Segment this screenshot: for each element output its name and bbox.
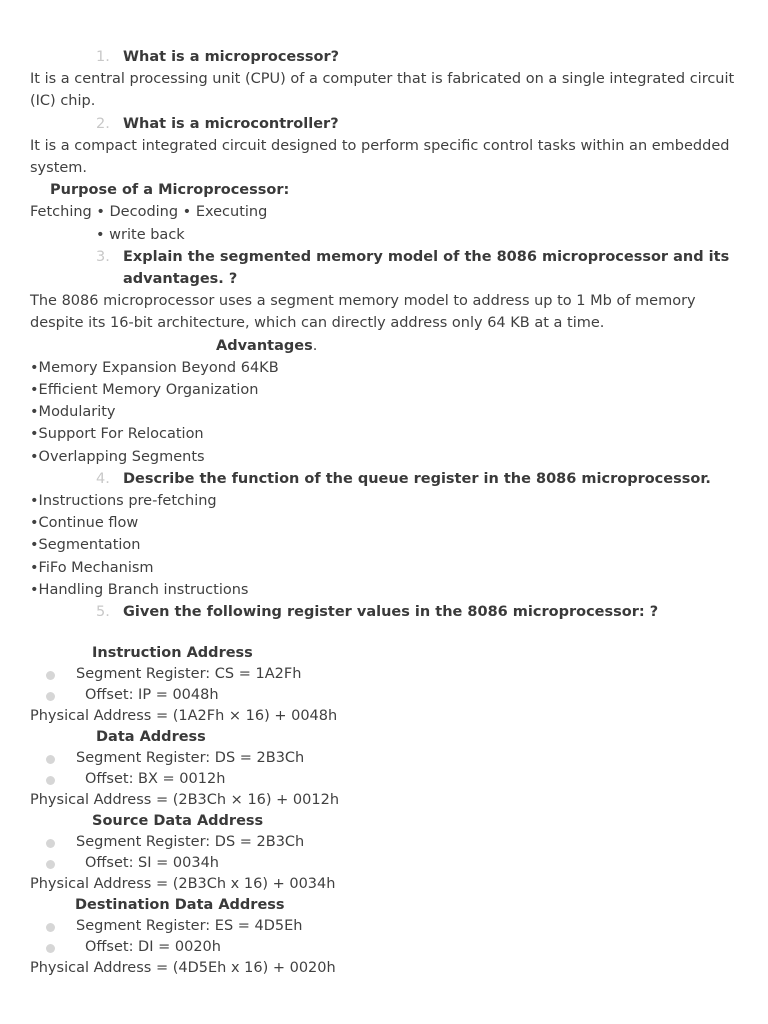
question-number: 1. [96, 49, 110, 65]
advantage-item: •Overlapping Segments [30, 448, 205, 465]
section-heading: Data Address [96, 729, 206, 746]
advantages-heading-period: . [312, 337, 318, 354]
question-title: What is a microcontroller? [123, 115, 339, 132]
offset-row [30, 769, 742, 790]
bullet-dot-icon [46, 692, 55, 701]
purpose-heading: Purpose of a Microprocessor: [50, 182, 290, 199]
question-number: 5. [96, 604, 110, 621]
section-heading: Source Data Address [92, 813, 264, 830]
question-3 [30, 246, 742, 290]
offset-text: Offset: DI = 0020h [85, 939, 221, 956]
bullet-dot-icon [46, 860, 55, 869]
offset-row [30, 853, 742, 874]
segment-register-text: Segment Register: DS = 2B3Ch [76, 834, 305, 851]
question-number: 3. [96, 248, 110, 265]
question-number: 2. [96, 115, 110, 132]
segment-register-text: Segment Register: ES = 4D5Eh [76, 918, 303, 935]
queue-point: •FiFo Mechanism [30, 559, 154, 576]
question-4 [30, 468, 742, 490]
offset-row [30, 685, 742, 706]
bullet-dot-icon [46, 776, 55, 785]
advantage-item: •Support For Relocation [30, 426, 204, 443]
offset-text: Offset: SI = 0034h [85, 855, 219, 872]
question-5 [30, 601, 742, 623]
bullet-dot-icon [46, 839, 55, 848]
offset-text: Offset: IP = 0048h [85, 687, 219, 704]
question-title: What is a microprocessor? [123, 49, 340, 65]
document [30, 46, 742, 979]
bullet-dot-icon [46, 944, 55, 953]
advantage-item: •Memory Expansion Beyond 64KB [30, 359, 279, 376]
question-2 [30, 113, 742, 135]
bullet-dot-icon [46, 755, 55, 764]
segment-register-row [30, 748, 742, 769]
section-heading: Destination Data Address [75, 897, 285, 914]
purpose-line-2: • write back [96, 226, 185, 243]
segment-register-text: Segment Register: DS = 2B3Ch [76, 750, 305, 767]
purpose-line-1: Fetching • Decoding • Executing [30, 204, 268, 221]
segment-register-row [30, 832, 742, 853]
answer-2: It is a compact integrated circuit designed to perform specific control tasks within an embedded system. [30, 137, 730, 177]
answer-3: The 8086 microprocessor uses a segment memory model to address up to 1 Mb of memory despite its 16-bit architecture, which can directly address only 64 KB at a time. [30, 293, 696, 332]
physical-address: Physical Address = (4D5Eh x 16) + 0020h [30, 960, 336, 977]
question-title: Given the following register values in the 8086 microprocessor: ? [123, 604, 659, 621]
advantages-heading [30, 335, 742, 357]
section-heading: Instruction Address [92, 645, 253, 662]
spacer [30, 623, 742, 643]
question-title: Describe the function of the queue register in the 8086 microprocessor. [123, 470, 711, 487]
physical-address: Physical Address = (2B3Ch x 16) + 0034h [30, 876, 336, 893]
question-number: 4. [96, 470, 110, 487]
segment-register-row [30, 664, 742, 685]
queue-point: •Segmentation [30, 537, 141, 554]
offset-row [30, 937, 742, 958]
advantage-item: •Efficient Memory Organization [30, 382, 259, 399]
bullet-dot-icon [46, 671, 55, 680]
advantages-heading-text: Advantages [216, 337, 313, 354]
bullet-dot-icon [46, 923, 55, 932]
offset-text: Offset: BX = 0012h [85, 771, 226, 788]
segment-register-row [30, 916, 742, 937]
segment-register-text: Segment Register: CS = 1A2Fh [76, 666, 302, 683]
question-1 [30, 46, 742, 68]
answer-1: It is a central processing unit (CPU) of a computer that is fabricated on a single integrated circuit (IC) chip. [30, 71, 735, 110]
physical-address: Physical Address = (1A2Fh × 16) + 0048h [30, 708, 338, 725]
queue-point: •Instructions pre-fetching [30, 493, 217, 510]
question-title: Explain the segmented memory model of the 8086 microprocessor and its advantages. ? [123, 248, 730, 288]
physical-address: Physical Address = (2B3Ch × 16) + 0012h [30, 792, 340, 809]
advantage-item: •Modularity [30, 404, 116, 421]
queue-point: •Handling Branch instructions [30, 581, 249, 598]
queue-point: •Continue flow [30, 515, 139, 532]
